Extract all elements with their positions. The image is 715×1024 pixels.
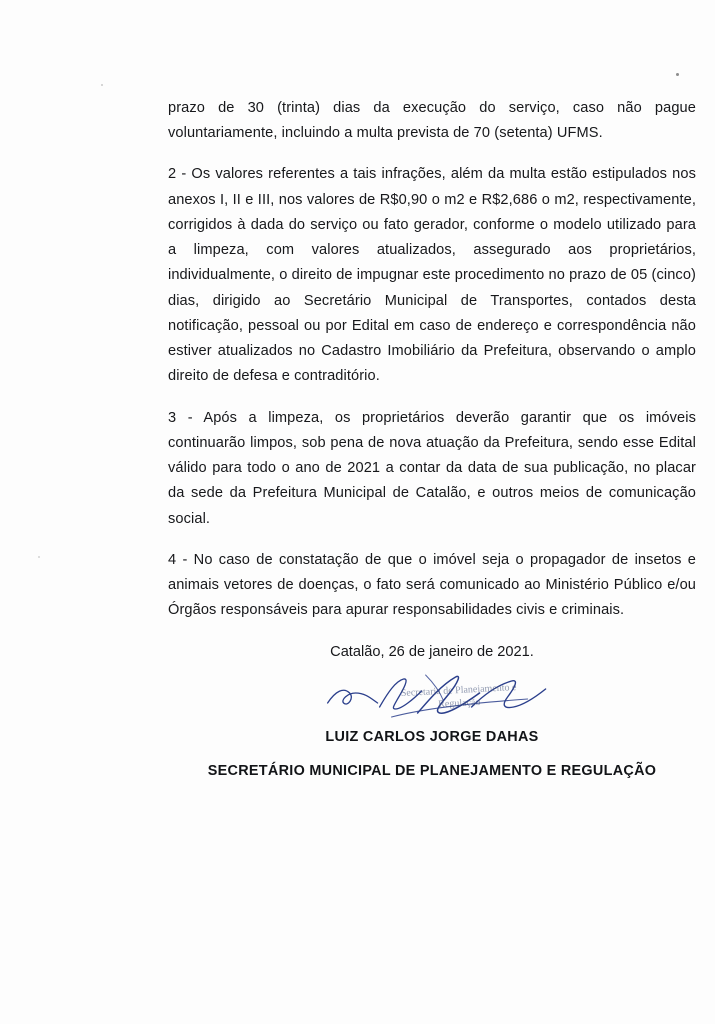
scan-speck <box>38 556 40 558</box>
signatory-name: LUIZ CARLOS JORGE DAHAS <box>325 729 539 746</box>
place-and-date: Catalão, 26 de janeiro de 2021. <box>330 644 534 661</box>
signature-stamp-text: Secretaria de Planejamento e Regulação <box>400 682 517 710</box>
document-text-body <box>168 96 696 779</box>
signature-area <box>168 673 696 729</box>
paragraph-item-3: 3 - Após a limpeza, os proprietários deverão garantir que os imóveis continuarão limpos, sob pena de nova atuação da Prefeitura, sendo esse Edital válido para todo o ano de 2021 a contar da data de sua publicação, no placar da sede da Prefeitura Municipal de Catalão, e outros meios de comunicação social. <box>168 409 696 527</box>
scan-speck <box>101 84 103 86</box>
paragraph-continuation: prazo de 30 (trinta) dias da execução do serviço, caso não pague voluntariamente, incluindo a multa prevista de 70 (setenta) UFMS. <box>168 100 696 142</box>
paragraph-item-4: 4 - No caso de constatação de que o imóvel seja o propagador de insetos e animais vetores de doenças, o fato será comunicado ao Ministério Público e/ou Órgãos responsáveis para apurar responsabilidades civis e criminais. <box>168 551 696 619</box>
scan-speck <box>676 73 679 76</box>
signatory-role: SECRETÁRIO MUNICIPAL DE PLANEJAMENTO E REGULAÇÃO <box>207 763 657 780</box>
paragraph-item-2: 2 - Os valores referentes a tais infrações, além da multa estão estipulados nos anexos I, II e III, nos valores de R$0,90 o m2 e R$2,686 o m2, respectivamente, corrigidos à dada do serviço ou fato gerador, conforme o modelo utilizado para a limpeza, com valores atualizados, assegurado aos proprietários, individualmente, o direito de impugnar este procedimento no prazo de 05 (cinco) dias, dirigido ao Secretário Municipal de Transportes, contados desta notificação, pessoal ou por Edital em caso de endereço e correspondência não estiver atualizados no Cadastro Imobiliário da Prefeitura, observando o amplo direito de defesa e contraditório. <box>168 166 696 385</box>
